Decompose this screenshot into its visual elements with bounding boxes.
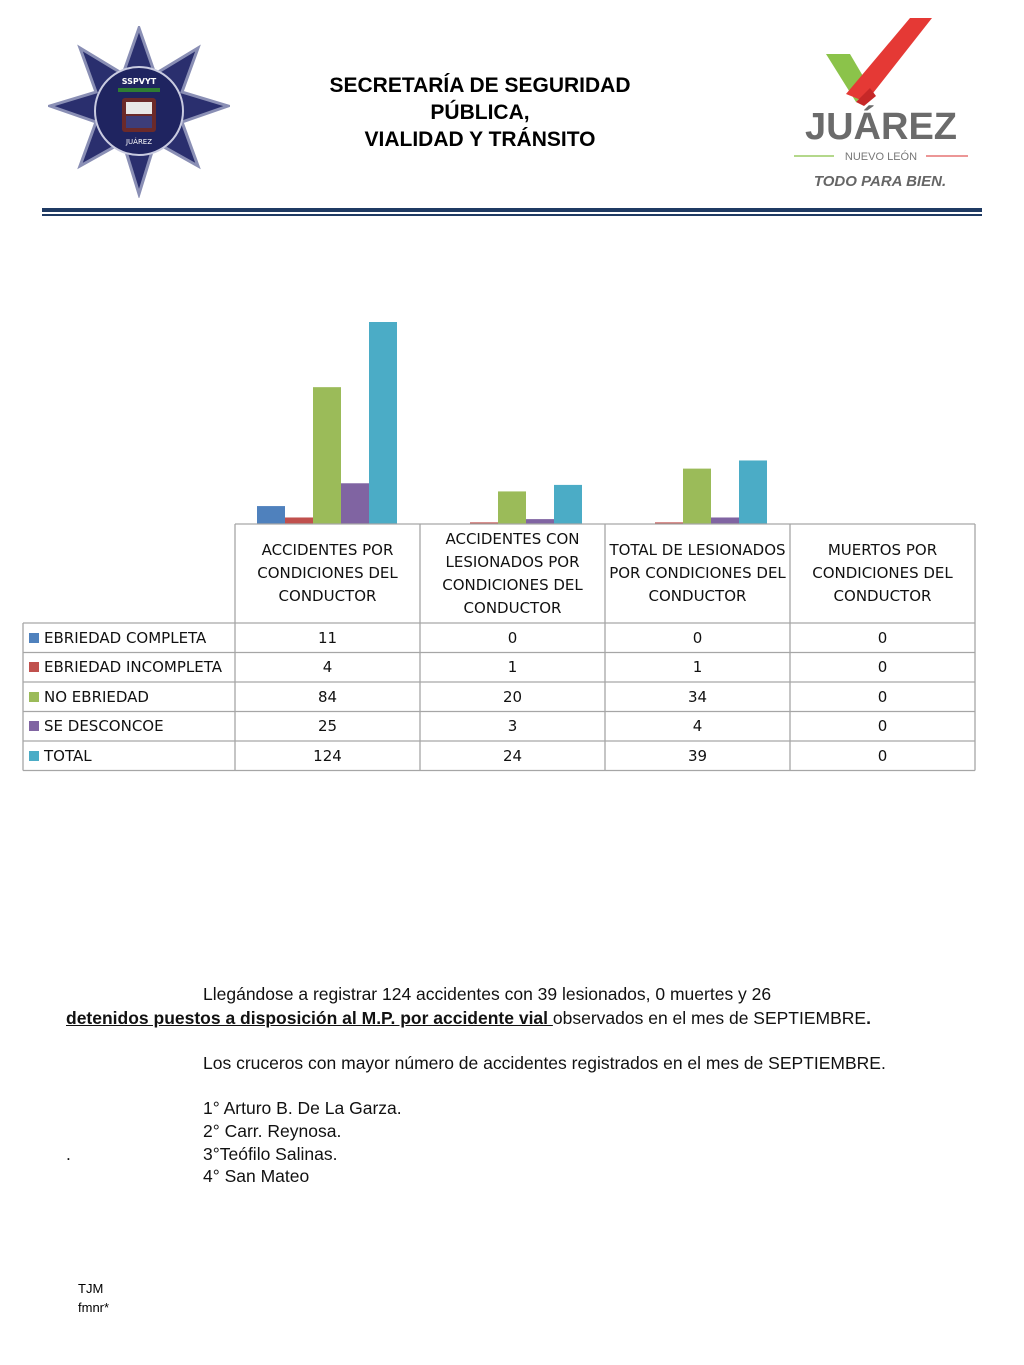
table-cell-r1-c3: 0 bbox=[692, 628, 703, 647]
table-header-3-line-1: TOTAL DE LESIONADOS bbox=[609, 541, 786, 559]
table-header-3 bbox=[605, 524, 790, 623]
table-cell-r3-c2: 20 bbox=[502, 687, 523, 706]
state-label: NUEVO LEÓN bbox=[844, 151, 918, 163]
legend-label-1: EBRIEDAD COMPLETA bbox=[44, 628, 207, 647]
legend-row-2 bbox=[23, 653, 235, 683]
table-cell-r3-c4: 0 bbox=[877, 687, 888, 706]
legend-row-5 bbox=[23, 741, 235, 771]
table-cell-r4-c2: 3 bbox=[507, 717, 518, 736]
juarez-wordmark: JUÁREZ bbox=[804, 106, 958, 148]
legend-label-2: EBRIEDAD INCOMPLETA bbox=[44, 658, 222, 677]
table-cell-r2-c1: 4 bbox=[322, 658, 333, 677]
table-cell-r2-c4: 0 bbox=[877, 658, 888, 677]
legend-swatch-2 bbox=[29, 662, 39, 672]
table-header-1-line-2: CONDICIONES DEL bbox=[257, 564, 398, 582]
title-line-3: VIALIDAD Y TRÁNSITO bbox=[364, 128, 596, 151]
title-line-1: SECRETARÍA DE SEGURIDAD bbox=[329, 74, 631, 97]
table-cell-r3-c3: 34 bbox=[687, 687, 708, 706]
legend-label-5: TOTAL bbox=[44, 746, 92, 765]
table-header-2 bbox=[420, 524, 605, 623]
crucero-item-3: 3°Teófilo Salinas. bbox=[203, 1144, 338, 1164]
summary-end: . bbox=[866, 1008, 871, 1028]
table-header-1-line-1: ACCIDENTES POR bbox=[261, 541, 394, 559]
table-cell-r3-c1: 84 bbox=[317, 687, 338, 706]
table-header-2-line-3: CONDICIONES DEL bbox=[442, 575, 583, 594]
slogan: TODO PARA BIEN. bbox=[813, 173, 947, 190]
table-header-4-line-2: CONDICIONES DEL bbox=[812, 564, 953, 582]
table-cell-r2-c3: 1 bbox=[692, 658, 703, 677]
cruceros-intro: Los cruceros con mayor número de accidentes registrados en el mes de SEPTIEMBRE. bbox=[203, 1053, 886, 1073]
table-cell-r5-c4: 0 bbox=[877, 746, 888, 765]
legend-swatch-4 bbox=[29, 721, 39, 731]
table-cell-r5-c1: 124 bbox=[313, 746, 342, 765]
crucero-item-1: 1° Arturo B. De La Garza. bbox=[203, 1098, 402, 1118]
crucero-item-4: 4° San Mateo bbox=[203, 1166, 310, 1186]
footer-initials bbox=[78, 1279, 109, 1317]
summary-bold-detenidos: detenidos puestos a disposición al M.P. por accidente vial bbox=[66, 1008, 553, 1028]
footer-initials-1: TJM bbox=[78, 1281, 104, 1296]
summary-rest: observados en el mes de SEPTIEMBRE bbox=[552, 1008, 867, 1028]
table-header-2-line-2: LESIONADOS POR bbox=[445, 552, 580, 571]
table-header-4 bbox=[790, 524, 975, 623]
legend-swatch-3 bbox=[29, 692, 39, 702]
legend-swatch-1 bbox=[29, 633, 39, 643]
table-cell-r2-c2: 1 bbox=[507, 658, 518, 677]
table-header-2-line-1: ACCIDENTES CON bbox=[445, 529, 580, 548]
table-header-4-line-3: CONDUCTOR bbox=[833, 587, 932, 605]
table-header-3-line-3: CONDUCTOR bbox=[648, 587, 747, 605]
table-cell-r5-c3: 39 bbox=[687, 746, 708, 765]
table-header-1 bbox=[235, 524, 420, 623]
legend-row-3 bbox=[23, 682, 235, 712]
stray-dot: . bbox=[66, 1144, 71, 1164]
legend-row-1 bbox=[23, 623, 235, 653]
table-cell-r4-c4: 0 bbox=[877, 717, 888, 736]
summary-line-1: Llegándose a registrar 124 accidentes con 39 lesionados, 0 muertes y 26 bbox=[203, 984, 772, 1004]
table-cell-r1-c4: 0 bbox=[877, 628, 888, 647]
footer-initials-2: fmnr* bbox=[78, 1300, 110, 1315]
table-cell-r1-c2: 0 bbox=[507, 628, 518, 647]
table-cell-r4-c1: 25 bbox=[317, 717, 338, 736]
legend-swatch-5 bbox=[29, 751, 39, 761]
table-header-2-line-4: CONDUCTOR bbox=[463, 598, 562, 617]
legend-label-3: NO EBRIEDAD bbox=[44, 687, 149, 706]
legend-label-4: SE DESCONCOE bbox=[44, 717, 164, 736]
title-line-2: PÚBLICA, bbox=[430, 101, 530, 124]
summary-line-2 bbox=[66, 1008, 871, 1029]
table-header-4-line-1: MUERTOS POR bbox=[827, 541, 938, 559]
crucero-item-2: 2° Carr. Reynosa. bbox=[203, 1121, 342, 1141]
badge-bottom-text: JUÁREZ bbox=[125, 138, 153, 146]
legend-row-4 bbox=[23, 712, 235, 742]
table-cell-r4-c3: 4 bbox=[692, 717, 703, 736]
table-header-3-line-2: POR CONDICIONES DEL bbox=[609, 564, 786, 582]
badge-top-text: SSPVYT bbox=[121, 77, 157, 86]
table-cell-r5-c2: 24 bbox=[502, 746, 523, 765]
table-cell-r1-c1: 11 bbox=[317, 628, 338, 647]
table-header-1-line-3: CONDUCTOR bbox=[278, 587, 377, 605]
